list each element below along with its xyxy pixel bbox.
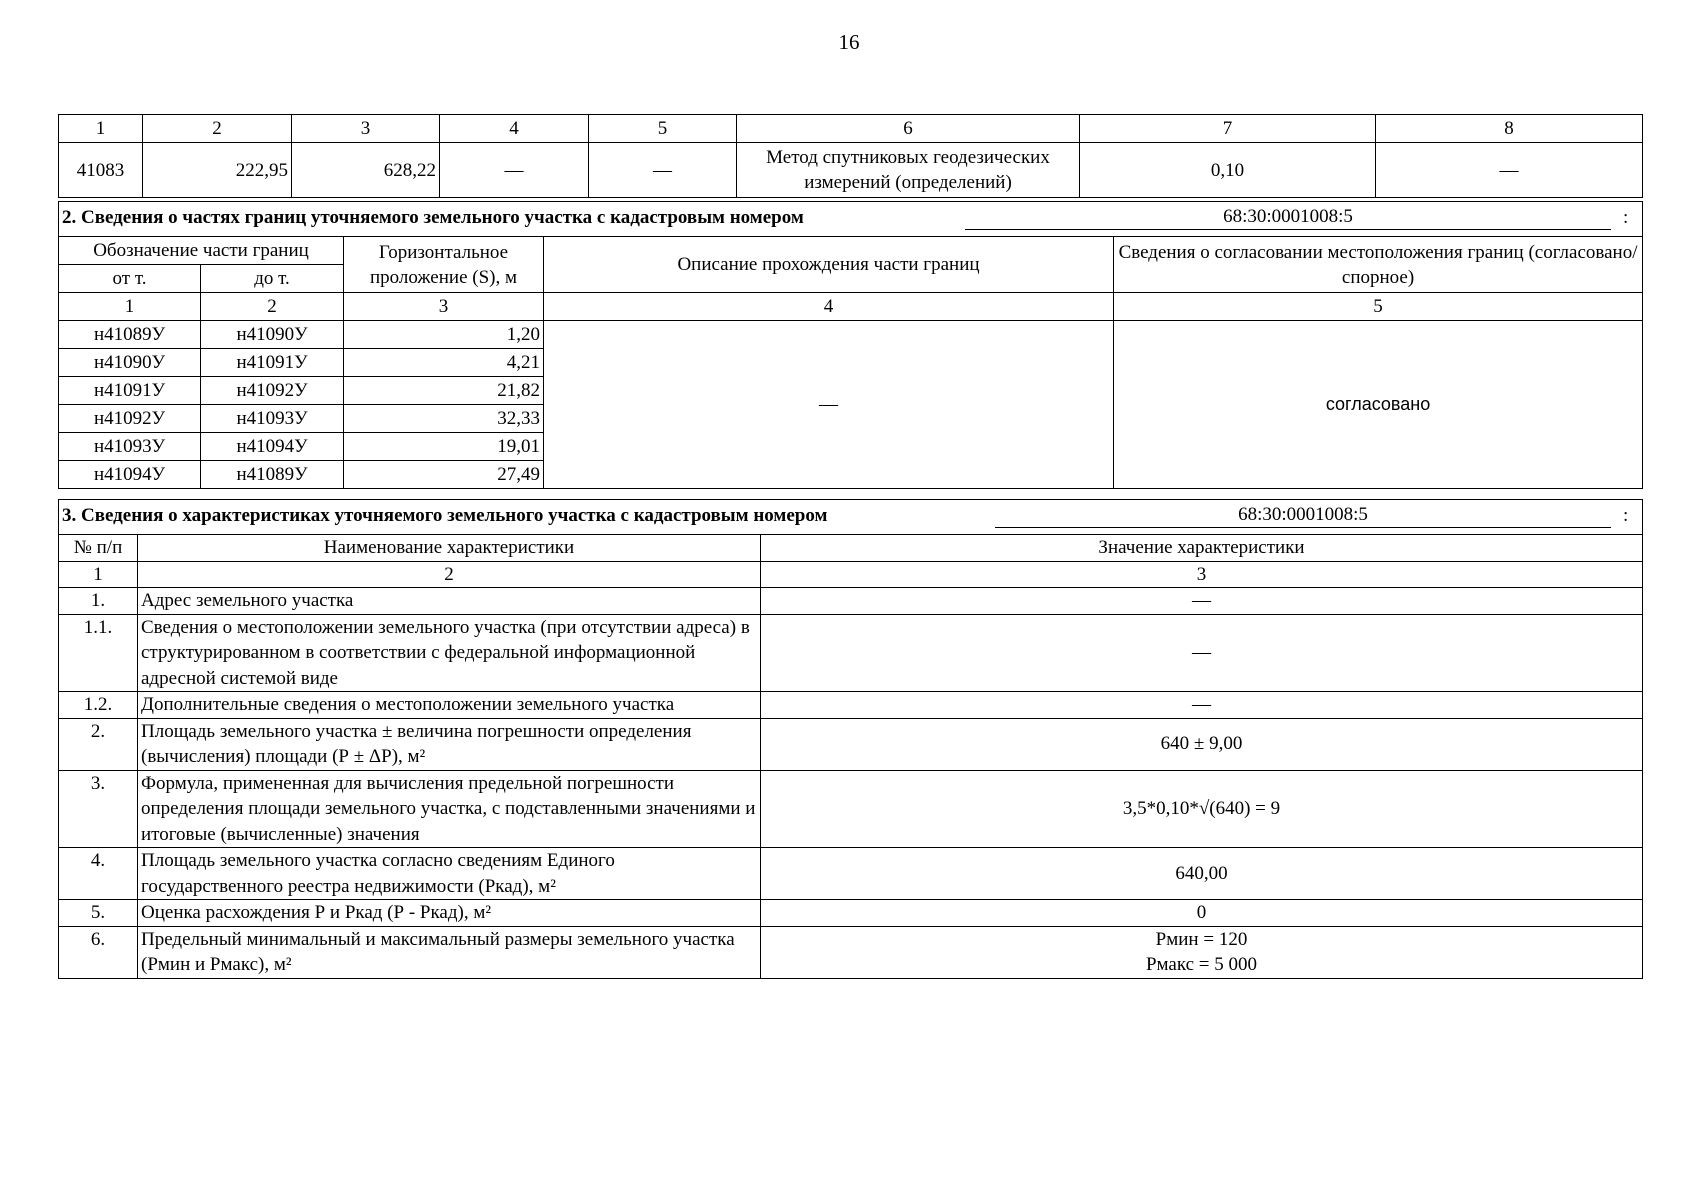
col-number: 1 [59,561,138,588]
horizontal-value: 27,49 [344,461,544,489]
cell-dash: — [589,143,737,198]
col-number: 2 [143,115,292,143]
characteristic-value-cell [761,926,1643,978]
page-number: 16 [838,30,860,54]
agreement-header: Сведения о согласовании местоположения границ (согласовано/спорное) [1114,237,1643,293]
table-row [59,900,1643,927]
section-3-colon: : [1623,505,1629,526]
from-point: н41093У [59,433,201,461]
section-3-title: 3. Сведения о характеристиках уточняемого земельного участка с кадастровым номером [62,505,828,526]
row-number: 1.1. [59,614,138,692]
col-number: 4 [544,293,1114,321]
description-header: Описание прохождения части границ [544,237,1114,293]
col-number: 5 [589,115,737,143]
horizontal-value: 19,01 [344,433,544,461]
to-point: н41094У [201,433,344,461]
horizontal-value: 32,33 [344,405,544,433]
description-value: — [544,321,1114,489]
row-number: 1. [59,588,138,615]
characteristic-name: Площадь земельного участка ± величина погрешности определения (вычисления) площади (Р ± ΔР), м² [138,718,761,770]
from-point: н41094У [59,461,201,489]
row-number: 2. [59,718,138,770]
to-point: н41091У [201,349,344,377]
to-header: до т. [201,265,344,293]
to-point: н41093У [201,405,344,433]
col-number: 3 [292,115,440,143]
to-point: н41090У [201,321,344,349]
characteristic-name: Площадь земельного участка согласно сведениям Единого государственного реестра недвижимости (Ркад), м² [138,848,761,900]
col-number: 5 [1114,293,1643,321]
from-point: н41091У [59,377,201,405]
boundary-parts-table [58,201,1643,489]
characteristic-value: 640 ± 9,00 [761,718,1643,770]
characteristic-value: 3,5*0,10*√(640) = 9 [761,770,1643,848]
coordinates-table [58,114,1643,198]
characteristic-name: Оценка расхождения Р и Ркад (Р - Ркад), м² [138,900,761,927]
table-row [59,321,1643,349]
from-point: н41089У [59,321,201,349]
horizontal-header: Горизонтальное проложение (S), м [344,237,544,293]
row-number: 1.2. [59,692,138,719]
characteristic-name: Дополнительные сведения о местоположении земельного участка [138,692,761,719]
characteristic-name: Формула, примененная для вычисления предельной погрешности определения площади земельного участка, с подставленными значениями и итоговые (вычисленные) значения [138,770,761,848]
part-designation-header: Обозначение части границ [59,237,344,265]
col-number: 3 [761,561,1643,588]
characteristic-value: 640,00 [761,848,1643,900]
horizontal-value: 4,21 [344,349,544,377]
section-2-colon: : [1623,207,1629,228]
min-size-value: Рмин = 120 [1155,928,1248,950]
table-row [59,926,1643,978]
col-number: 2 [201,293,344,321]
cell-dash: — [1376,143,1643,198]
row-number: 6. [59,926,138,978]
to-point: н41092У [201,377,344,405]
point-name: 41083 [59,143,143,198]
table-row [59,143,1643,198]
col-number: 3 [344,293,544,321]
method-cell: Метод спутниковых геодезических измерений (определений) [737,143,1080,198]
col-number: 6 [737,115,1080,143]
section-2-title-row [59,202,1643,237]
col-number: 1 [59,115,143,143]
section-2-title: 2. Сведения о частях границ уточняемого земельного участка с кадастровым номером [62,207,804,228]
agreement-value: согласовано [1114,321,1643,489]
characteristic-name: Сведения о местоположении земельного участка (при отсутствии адреса) в структурированном в соответствии с федеральной информационной адресной системой виде [138,614,761,692]
from-point: н41092У [59,405,201,433]
table-row [59,692,1643,719]
max-size-value: Рмакс = 5 000 [1145,954,1258,975]
characteristic-name: Адрес земельного участка [138,588,761,615]
accuracy-cell: 0,10 [1080,143,1376,198]
characteristic-value: — [761,614,1643,692]
col-number: 8 [1376,115,1643,143]
row-number: 5. [59,900,138,927]
characteristic-name: Предельный минимальный и максимальный размеры земельного участка (Рмин и Рмакс), м² [138,926,761,978]
cell-dash: — [440,143,589,198]
coord-x: 222,95 [143,143,292,198]
row-number: 4. [59,848,138,900]
num-header: № п/п [59,535,138,562]
coord-y: 628,22 [292,143,440,198]
col-number: 4 [440,115,589,143]
to-point: н41089У [201,461,344,489]
col-number: 7 [1080,115,1376,143]
section-3-title-row [59,500,1643,535]
col-number-row [59,293,1643,321]
table-row [59,614,1643,692]
table-row [59,718,1643,770]
table-row [59,770,1643,848]
characteristic-value: — [761,588,1643,615]
table-row [59,588,1643,615]
horizontal-value: 21,82 [344,377,544,405]
characteristic-value: 0 [761,900,1643,927]
horizontal-value: 1,20 [344,321,544,349]
header-row [59,237,1643,265]
row-number: 3. [59,770,138,848]
section-3-cadastral-number: 68:30:0001008:5 [995,503,1611,528]
table-row [59,848,1643,900]
name-header: Наименование характеристики [138,535,761,562]
coordinates-header-row [59,115,1643,143]
characteristic-value: — [761,692,1643,719]
col-number: 1 [59,293,201,321]
header-row [59,535,1643,562]
section-2-cadastral-number: 68:30:0001008:5 [965,205,1611,230]
value-header: Значение характеристики [761,535,1643,562]
characteristics-table [58,499,1643,979]
col-number: 2 [138,561,761,588]
col-number-row [59,561,1643,588]
from-point: н41090У [59,349,201,377]
from-header: от т. [59,265,201,293]
